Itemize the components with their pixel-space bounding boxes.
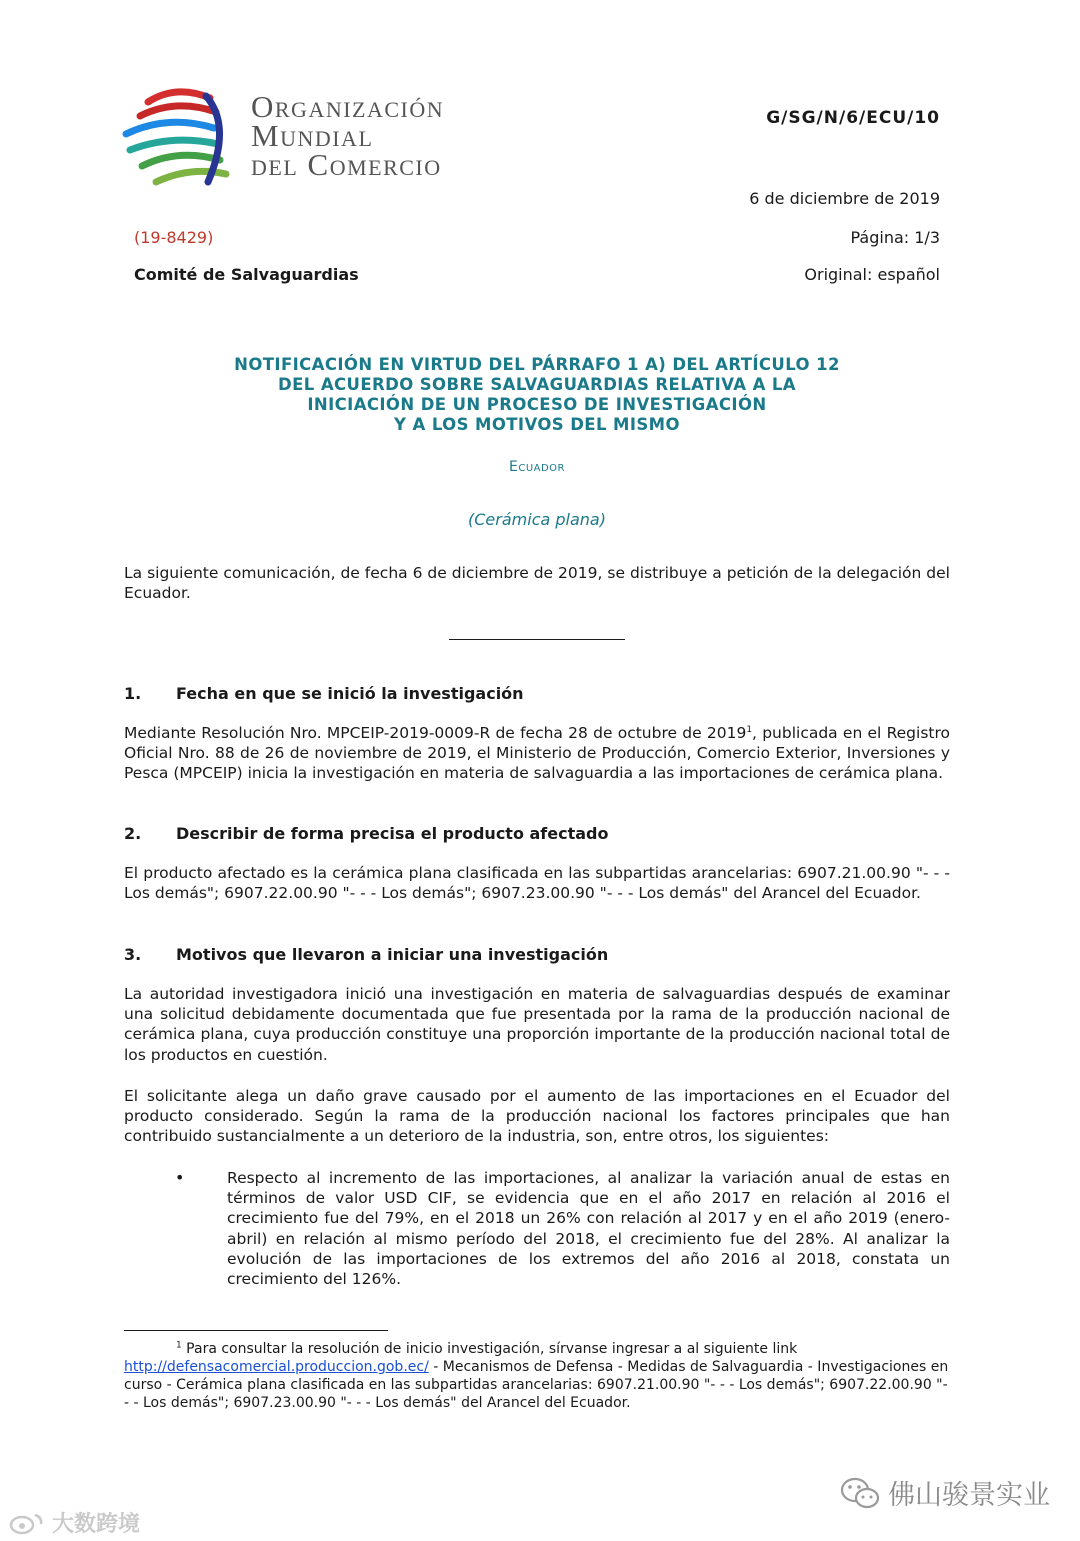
- footnote-mark: 1: [176, 1340, 182, 1351]
- intro-paragraph: La siguiente comunicación, de fecha 6 de diciembre de 2019, se distribuye a petición de la delegación del Ecuador.: [124, 564, 950, 603]
- section-2-heading: [124, 824, 609, 843]
- separator-line: [449, 639, 625, 640]
- bullet-icon: •: [175, 1168, 185, 1187]
- footnote-link[interactable]: http://defensacomercial.produccion.gob.ec/: [124, 1359, 429, 1375]
- committee-name: Comité de Salvaguardias: [134, 265, 359, 284]
- footnote-text-1: Para consultar la resolución de inicio investigación, sírvanse ingresar a al siguiente link: [181, 1341, 798, 1357]
- watermark-left-text: 大数跨境: [52, 1512, 141, 1537]
- document-reference: (19-8429): [134, 228, 214, 247]
- watermark-right: [840, 1473, 1050, 1512]
- page-number: Página: 1/3: [850, 228, 940, 247]
- section-number: 2.: [124, 824, 142, 843]
- section-3-paragraph-1: La autoridad investigadora inició una investigación en materia de salvaguardias después de examinar una solicitud debidamente documentada que fue presentada por la rama de la producción nacional de cerámica plana, cuya producción constituye una proporción importante de la producción nacional total de los productos en cuestión.: [124, 985, 950, 1064]
- org-name-line-2: Mundial: [251, 118, 374, 153]
- watermark-left: [8, 1507, 140, 1538]
- section-1-text-before: Mediante Resolución Nro. MPCEIP-2019-0009-R de fecha 28 de octubre de 2019: [124, 724, 747, 742]
- footnote: [124, 1340, 950, 1412]
- bullet-item: Respecto al incremento de las importaciones, al analizar la variación anual de estas en términos de valor USD CIF, se evidencia que en el año 2017 en relación al 2016 el crecimiento fue del 79%, en el 2018 un 26% con relación al 2017 y en el año 2019 (enero-abril) en relación al mismo período del 2018, el crecimiento fue del 28%. Al analizar la evolución de las importaciones de los extremos del año 2016 al 2018, constata un crecimiento del 126%.: [227, 1169, 950, 1289]
- section-2-paragraph: El producto afectado es la cerámica plana clasificada en las subpartidas arancelarias: 6907.21.00.90 "- - - Los demás"; 6907.22.00.90 "- - - Los demás"; 6907.23.00.90 "- - - Los demás" del Arancel del Ecuador.: [124, 864, 950, 903]
- watermark-right-text: 佛山骏景实业: [888, 1480, 1050, 1511]
- title-line-1: NOTIFICACIÓN EN VIRTUD DEL PÁRRAFO 1 A) DEL ARTÍCULO 12: [234, 355, 840, 374]
- document-date: 6 de diciembre de 2019: [749, 189, 940, 208]
- title-line-3: INICIACIÓN DE UN PROCESO DE INVESTIGACIÓN: [307, 395, 767, 414]
- org-name-line-3: del Comercio: [251, 147, 442, 182]
- weibo-icon: [8, 1511, 48, 1535]
- title-line-4: Y A LOS MOTIVOS DEL MISMO: [394, 415, 680, 434]
- document-symbol: G/SG/N/6/ECU/10: [766, 108, 940, 128]
- section-title: Describir de forma precisa el producto afectado: [176, 824, 609, 843]
- footnote-separator: [124, 1330, 388, 1331]
- footnote-text-2: - Mecanismos de Defensa - Medidas de Salvaguardia - Investigaciones en curso - Cerámica plana clasificada en las subpartidas arancelarias: 6907.21.00.90 "- - - Los demás"; 6907.22.00.90 "- - - Los demás"; 6907.23.00.90 "- - - Los demás" del Arancel del Ecuador.: [124, 1359, 949, 1411]
- original-language: Original: español: [804, 265, 940, 284]
- wto-logo-icon: [118, 86, 236, 196]
- section-1-text-after: , publicada en el Registro Oficial Nro. 88 de 26 de noviembre de 2019, el Ministerio de Producción, Comercio Exterior, Inversiones y Pesca (MPCEIP) inicia la investigación en materia de salvaguardia a las importaciones de cerámica plana.: [124, 724, 950, 783]
- section-title: Motivos que llevaron a iniciar una investigación: [176, 945, 609, 964]
- title-line-2: DEL ACUERDO SOBRE SALVAGUARDIAS RELATIVA A LA: [278, 375, 796, 394]
- section-1-paragraph: [124, 723, 950, 784]
- footnote-reference[interactable]: 1: [746, 724, 753, 735]
- org-name-line-1: Organización: [251, 89, 445, 124]
- section-3-heading: [124, 945, 608, 964]
- section-number: 1.: [124, 684, 142, 703]
- product-name: (Cerámica plana): [468, 510, 606, 529]
- document-title: [124, 355, 950, 435]
- section-1-heading: [124, 684, 524, 703]
- organization-name: [251, 89, 445, 182]
- section-number: 3.: [124, 945, 142, 964]
- section-title: Fecha en que se inició la investigación: [176, 684, 524, 703]
- wechat-icon: [840, 1476, 880, 1510]
- country-name: Ecuador: [508, 459, 565, 475]
- section-3-paragraph-2: El solicitante alega un daño grave causado por el aumento de las importaciones en el Ecuador del producto considerado. Según la rama de la producción nacional los factores principales que han contribuido sustancialmente a un deterioro de la industria, son, entre otros, los siguientes:: [124, 1087, 950, 1146]
